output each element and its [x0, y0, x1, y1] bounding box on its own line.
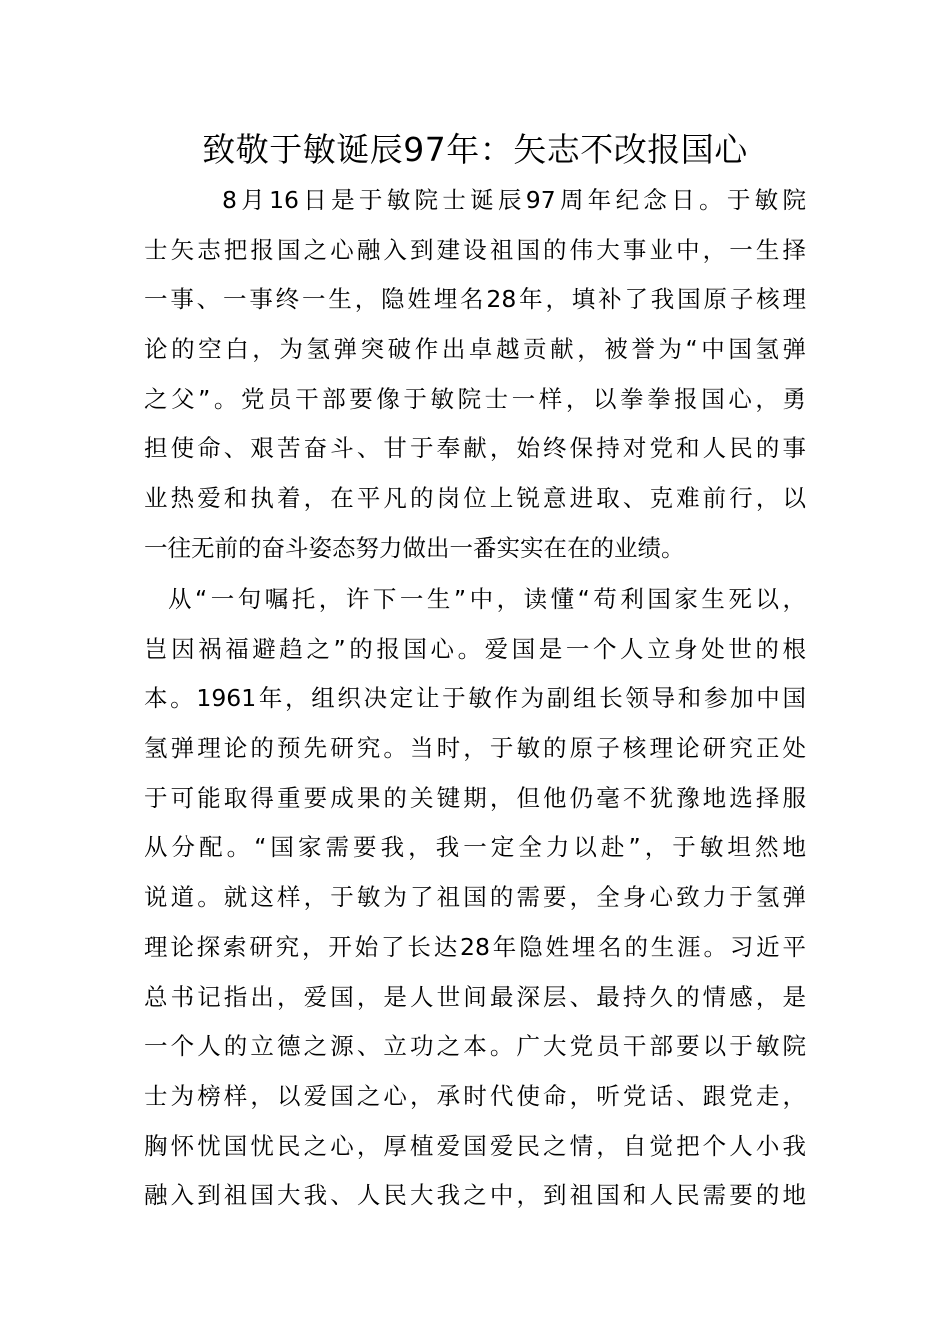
paragraph-line: 氢弹理论的预先研究。当时，于敏的原子核理论研究正处: [144, 734, 806, 763]
paragraph-line: 总书记指出，爱国，是人世间最深层、最持久的情感，是: [144, 982, 806, 1011]
paragraph-line: 胸怀忧国忧民之心，厚植爱国爱民之情，自觉把个人小我: [144, 1131, 806, 1160]
paragraph-line: 之父”。党员干部要像于敏院士一样，以拳拳报国心，勇: [144, 384, 806, 413]
paragraph-line: 士矢志把报国之心融入到建设祖国的伟大事业中，一生择: [144, 235, 806, 264]
paragraph-2: [144, 575, 806, 1221]
paragraph-line: 士为榜样，以爱国之心，承时代使命，听党话、跟党走，: [144, 1081, 806, 1110]
paragraph-line: 担使命、艰苦奋斗、甘于奉献，始终保持对党和人民的事: [144, 434, 806, 463]
paragraph-line: 一事、一事终一生，隐姓埋名28年，填补了我国原子核理: [144, 285, 806, 314]
paragraph-line: 说道。就这样，于敏为了祖国的需要，全身心致力于氢弹: [144, 883, 806, 912]
paragraph-line: 于可能取得重要成果的关键期，但他仍毫不犹豫地选择服: [144, 783, 806, 812]
document-title: 致敬于敏诞辰97年：矢志不改报国心: [202, 130, 748, 169]
paragraph-line: 一往无前的奋斗姿态努力做出一番实实在在的业绩。: [144, 533, 685, 562]
paragraph-line: 从分配。“国家需要我，我一定全力以赴”，于敏坦然地: [144, 833, 806, 862]
paragraph-line: 8月16日是于敏院士诞辰97周年纪念日。于敏院: [222, 186, 806, 214]
paragraph-line: 一个人的立德之源、立功之本。广大党员干部要以于敏院: [144, 1032, 806, 1061]
paragraph-line: 本。1961年，组织决定让于敏作为副组长领导和参加中国: [144, 684, 806, 713]
paragraph-line: 从“一句嘱托，许下一生”中，读懂“苟利国家生死以，: [168, 585, 806, 613]
paragraph-line: 理论探索研究，开始了长达28年隐姓埋名的生涯。习近平: [144, 932, 806, 961]
paragraph-line: 业热爱和执着，在平凡的岗位上锐意进取、克难前行，以: [144, 484, 806, 513]
paragraph-line: 论的空白，为氢弹突破作出卓越贡献，被誉为“中国氢弹: [144, 335, 806, 364]
paragraph-line: 岂因祸福避趋之”的报国心。爱国是一个人立身处世的根: [144, 634, 806, 663]
paragraph-line: 融入到祖国大我、人民大我之中，到祖国和人民需要的地: [144, 1181, 806, 1210]
paragraph-1: [144, 176, 806, 574]
